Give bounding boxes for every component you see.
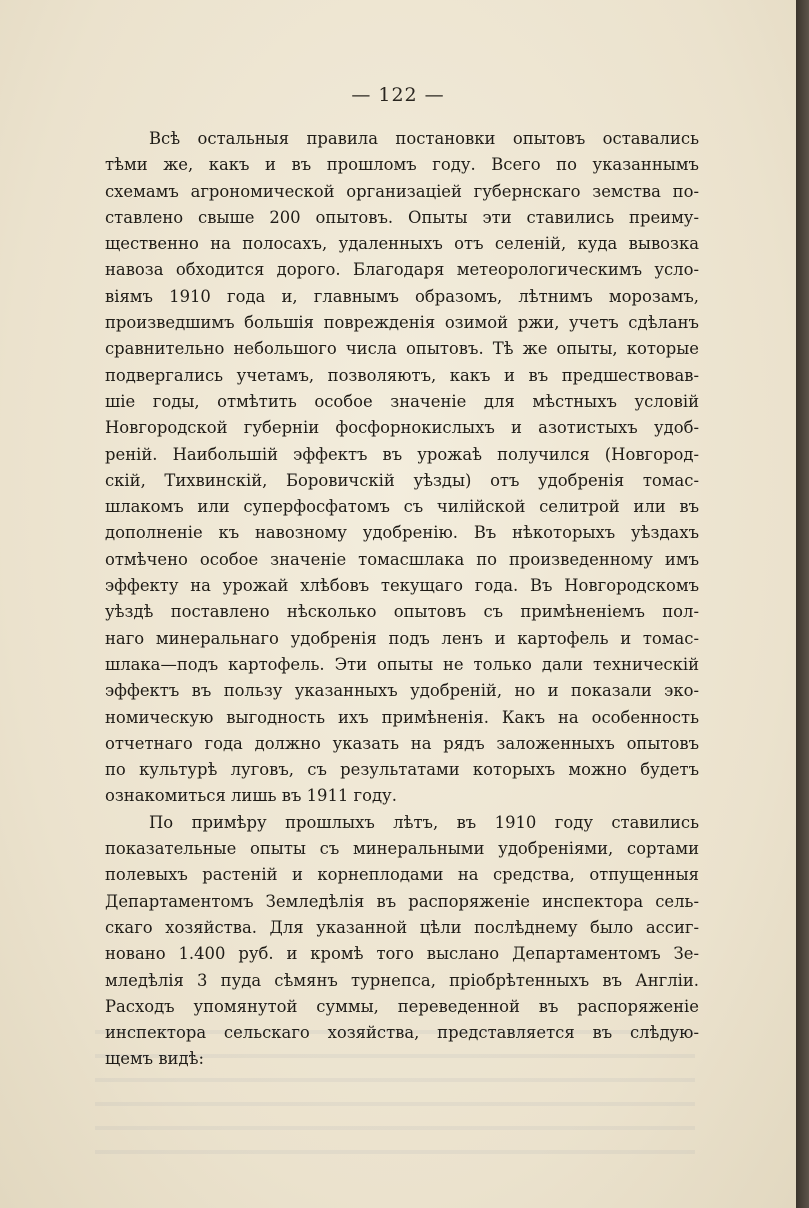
text-line: инспектора сельскаго хозяйства, представляется въ слѣдую- (105, 1023, 699, 1043)
body-text (105, 126, 699, 1073)
text-line: показательные опыты съ минеральными удобренiями, сортами (105, 839, 699, 859)
text-line: полевыхъ растенiй и корнеплодами на средства, отпущенныя (105, 865, 699, 885)
text-line: вiямъ 1910 года и, главнымъ образомъ, лѣтнимъ морозамъ, (105, 286, 699, 306)
text-line: ставлено свыше 200 опытовъ. Опыты эти ставились преиму- (105, 207, 699, 227)
text-line: шлака—подъ картофель. Эти опыты не только дали техническiй (105, 654, 699, 674)
text-line: мледѣлiя 3 пуда сѣмянъ турнепса, прiобрѣтенныхъ въ Англiи. (105, 970, 699, 990)
text-line: ренiй. Наибольшiй эффектъ въ урожаѣ получился (Новгород- (105, 444, 699, 464)
text-line: схемамъ агрономической организацiей губернскаго земства по- (105, 181, 699, 201)
page-edge (796, 0, 809, 1208)
text-line: Всѣ остальныя правила постановки опытовъ оставались (149, 129, 699, 148)
page-number: — 122 — (351, 84, 445, 106)
text-line: отмѣчено особое значенiе томасшлака по произведенному имъ (105, 549, 699, 569)
text-line: щемъ видѣ: (105, 1049, 204, 1069)
text-line: Расходъ упомянутой суммы, переведенной въ распоряженiе (105, 996, 699, 1016)
text-line: подвергались учетамъ, позволяютъ, какъ и въ предшествовав- (105, 365, 699, 385)
text-line: номическую выгодность ихъ примѣненiя. Какъ на особенность (105, 707, 699, 727)
text-line: скаго хозяйства. Для указанной цѣли послѣднему было ассиг- (105, 917, 699, 937)
text-line: уѣздѣ поставлено нѣсколько опытовъ съ примѣненiемъ пол- (105, 602, 699, 622)
text-line: дополненiе къ навозному удобренiю. Въ нѣкоторыхъ уѣздахъ (105, 523, 699, 543)
text-line: скiй, Тихвинскiй, Боровичскiй уѣзды) отъ удобренiя томас- (105, 470, 699, 490)
text-line: щественно на полосахъ, удаленныхъ отъ селенiй, куда вывозка (105, 234, 699, 254)
text-line: произведшимъ большiя поврежденiя озимой ржи, учетъ сдѣланъ (105, 313, 699, 333)
text-line: эффекту на урожай хлѣбовъ текущаго года. Въ Новгородскомъ (105, 576, 699, 596)
text-line: отчетнаго года должно указать на рядъ заложенныхъ опытовъ (105, 733, 699, 753)
text-line: по культурѣ луговъ, съ результатами которыхъ можно будетъ (105, 760, 699, 780)
text-line: тѣми же, какъ и въ прошломъ году. Всего по указаннымъ (105, 155, 699, 175)
text-line: По примѣру прошлыхъ лѣтъ, въ 1910 году ставились (149, 812, 699, 832)
text-line: Новгородской губернiи фосфорнокислыхъ и азотистыхъ удоб- (105, 418, 699, 438)
text-line: сравнительно небольшого числа опытовъ. Тѣ же опыты, которые (105, 339, 699, 359)
paragraph-1 (105, 126, 699, 810)
bleed-through-shadow (95, 1010, 695, 1160)
text-line: шiе годы, отмѣтить особое значенiе для мѣстныхъ условiй (105, 391, 699, 411)
text-line: эффектъ въ пользу указанныхъ удобренiй, но и показали эко- (105, 681, 699, 701)
text-line: навоза обходится дорого. Благодаря метеорологическимъ усло- (105, 260, 699, 280)
text-line: наго минеральнаго удобренiя подъ ленъ и картофель и томас- (105, 628, 699, 648)
text-line: новано 1.400 руб. и кромѣ того выслано Департаментомъ Зе- (105, 944, 699, 964)
text-line: шлакомъ или суперфосфатомъ съ чилiйской селитрой или въ (105, 497, 699, 517)
text-line: Департаментомъ Земледѣлiя въ распоряженiе инспектора сель- (105, 891, 699, 911)
text-line: ознакомиться лишь въ 1911 году. (105, 786, 397, 806)
